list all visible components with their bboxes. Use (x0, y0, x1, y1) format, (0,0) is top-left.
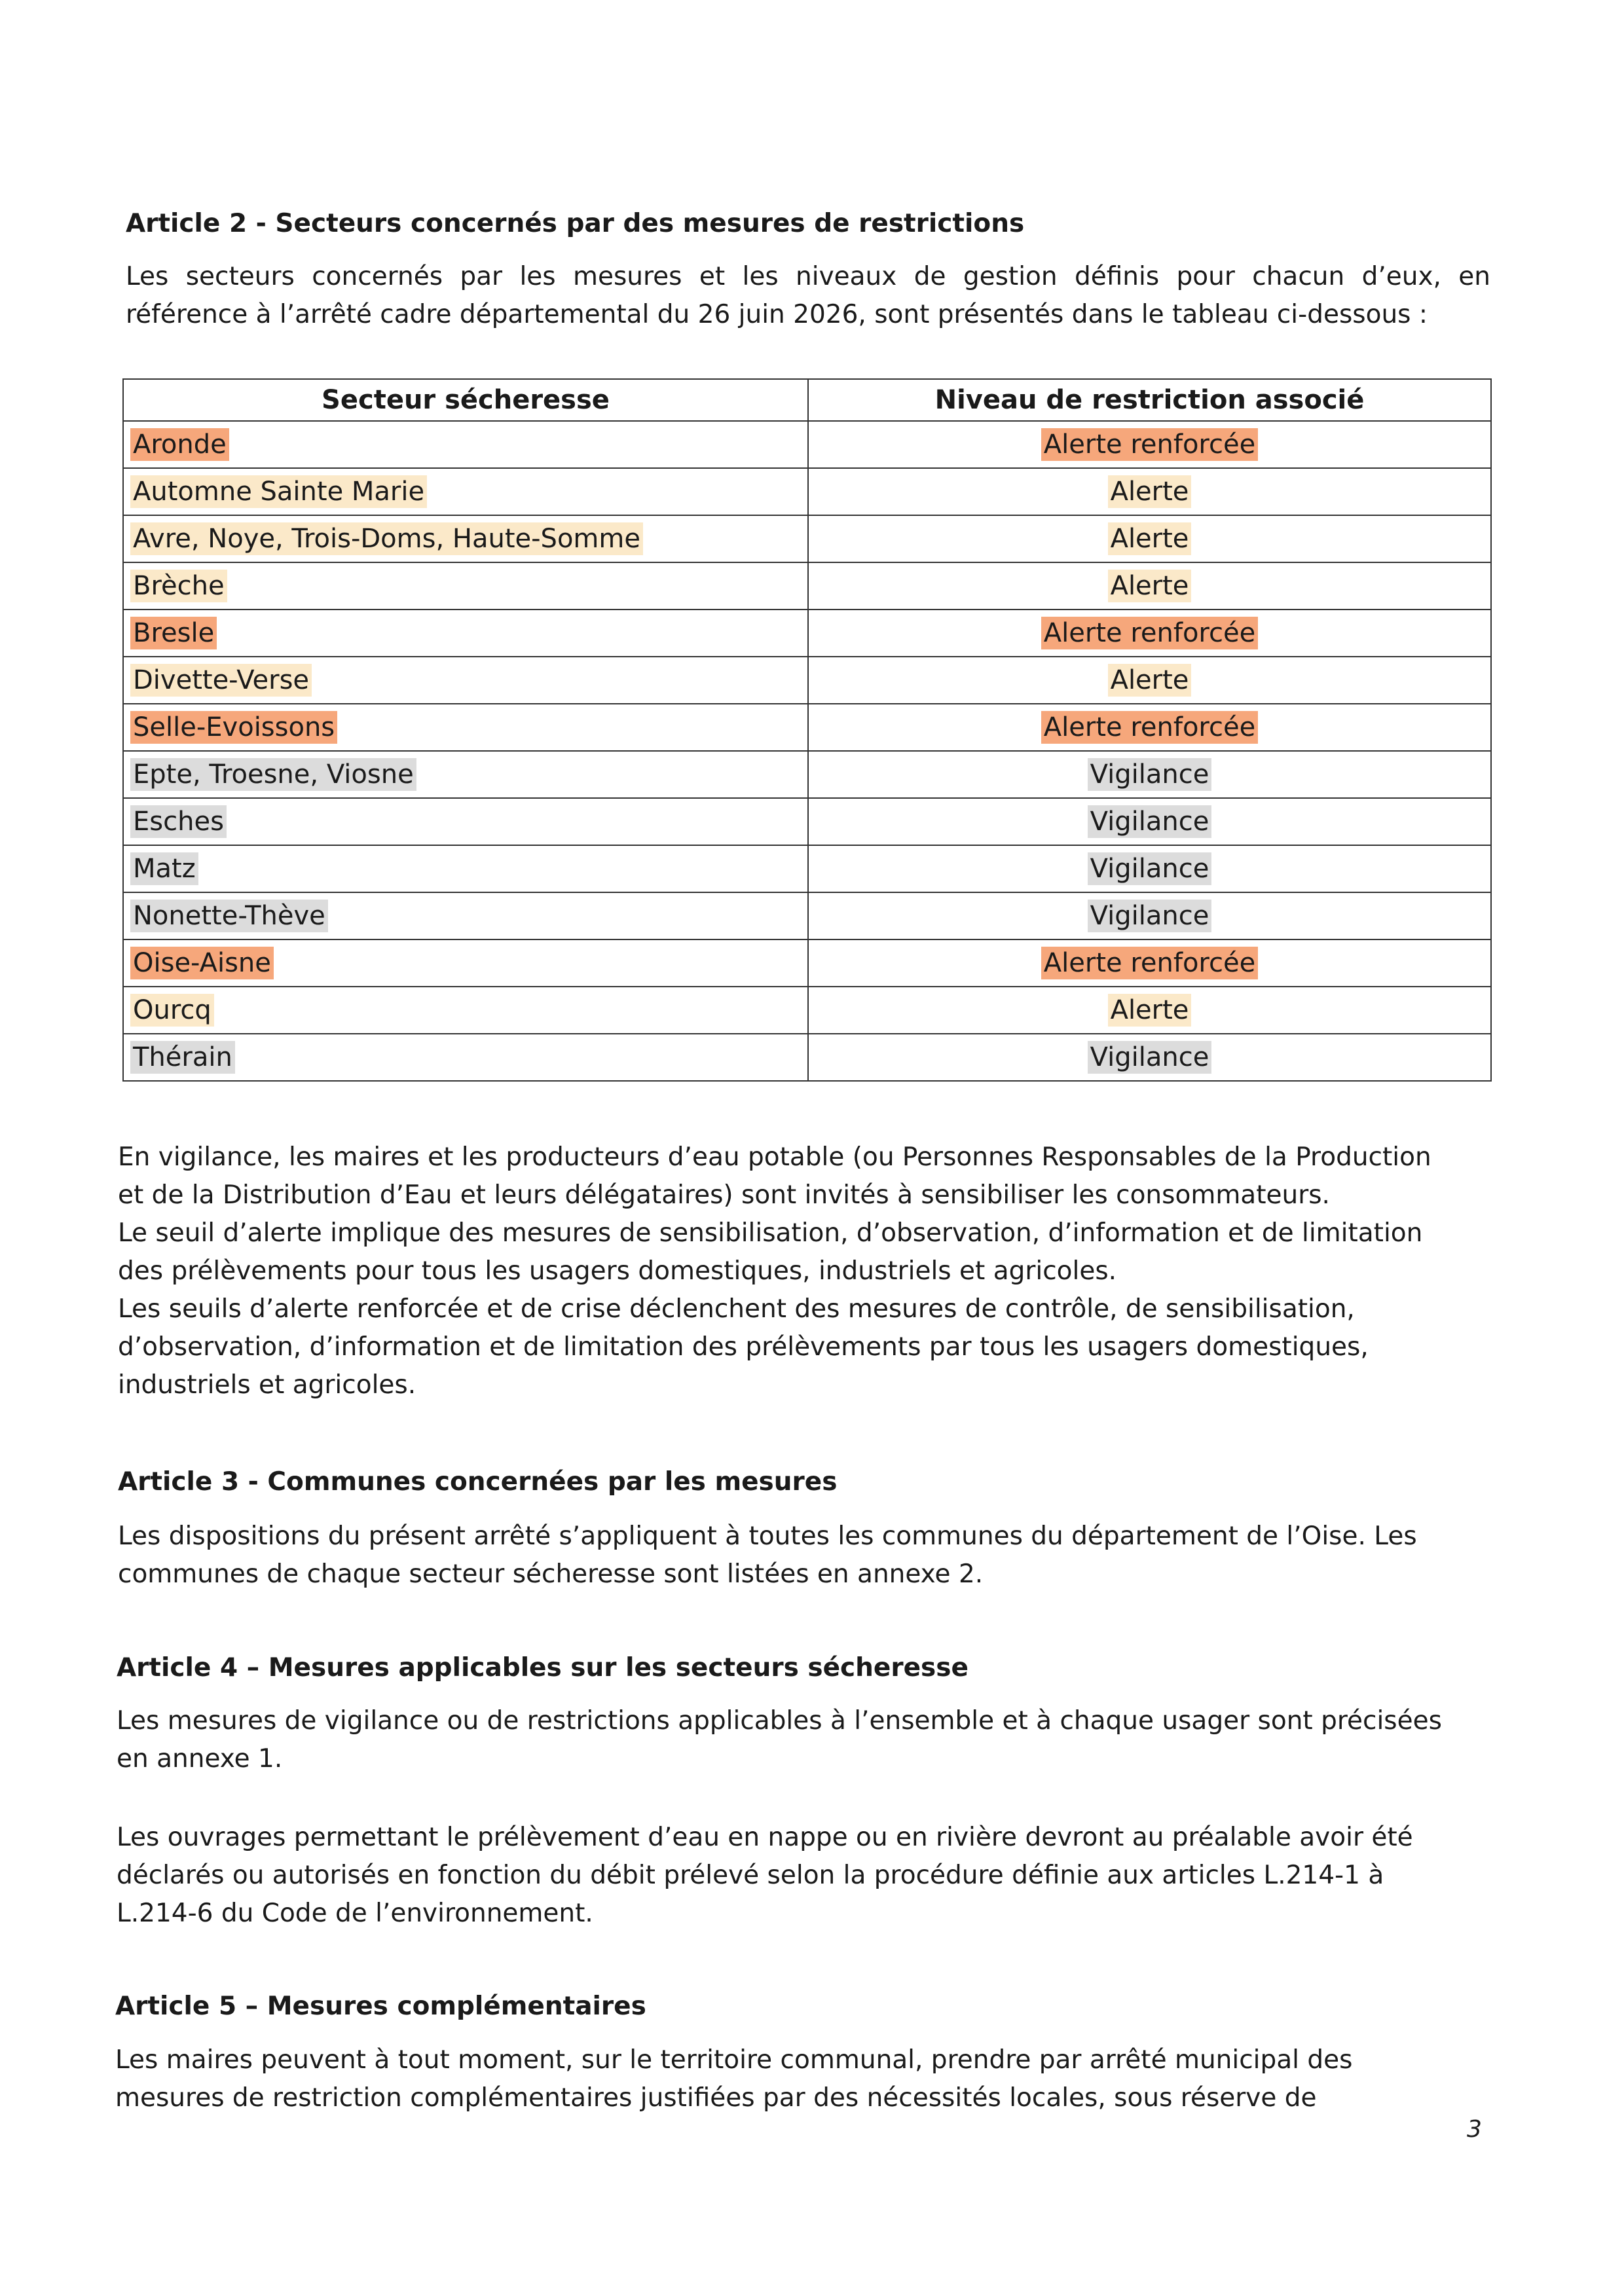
table-row (123, 939, 1491, 987)
text-line: mesures de restriction complémentaires justifiées par des nécessités locales, sous réserve de (115, 2083, 1317, 2113)
sector-cell (123, 892, 808, 939)
restriction-level: Vigilance (1088, 852, 1212, 885)
table-row (123, 657, 1491, 704)
text-line: Les maires peuvent à tout moment, sur le territoire communal, prendre par arrêté municipal des (115, 2045, 1353, 2075)
sector-cell (123, 845, 808, 892)
article-4-heading: Article 4 – Mesures applicables sur les secteurs sécheresse (117, 1653, 969, 1683)
sector-cell (123, 421, 808, 468)
table-row (123, 704, 1491, 751)
table-row (123, 610, 1491, 657)
text-line: industriels et agricoles. (118, 1370, 416, 1400)
article-4-text-1 (117, 1702, 1485, 1778)
restriction-level: Vigilance (1088, 900, 1212, 932)
text-line: d’observation, d’information et de limitation des prélèvements par tous les usagers domestiques, (118, 1332, 1369, 1362)
text-line: Les ouvrages permettant le prélèvement d’eau en nappe ou en rivière devront au préalable avoir été (117, 1823, 1413, 1852)
table-row (123, 515, 1491, 562)
level-cell (808, 704, 1491, 751)
text-line: Les mesures de vigilance ou de restrictions applicables à l’ensemble et à chaque usager sont précisées (117, 1706, 1442, 1736)
level-cell (808, 421, 1491, 468)
sector-cell (123, 515, 808, 562)
sector-cell (123, 562, 808, 610)
restriction-level: Alerte renforcée (1041, 711, 1258, 744)
text-line: communes de chaque secteur sécheresse sont listées en annexe 2. (118, 1559, 984, 1589)
text-line: Les dispositions du présent arrêté s’appliquent à toutes les communes du département de l’Oise. Les (118, 1522, 1417, 1551)
level-cell (808, 798, 1491, 845)
page-number: 3 (1467, 2116, 1482, 2143)
restriction-level: Alerte (1108, 570, 1192, 602)
level-cell (808, 1034, 1491, 1081)
table-body (123, 421, 1491, 1081)
level-cell (808, 845, 1491, 892)
level-cell (808, 987, 1491, 1034)
sector-name: Esches (130, 805, 227, 838)
level-cell (808, 892, 1491, 939)
text-line: des prélèvements pour tous les usagers domestiques, industriels et agricoles. (118, 1256, 1117, 1286)
table-row (123, 892, 1491, 939)
article-5-heading: Article 5 – Mesures complémentaires (115, 1992, 646, 2021)
sector-cell (123, 610, 808, 657)
sector-name: Oise-Aisne (130, 947, 274, 979)
text-line: en annexe 1. (117, 1744, 283, 1774)
column-header-sector: Secteur sécheresse (123, 379, 808, 421)
article-3-heading: Article 3 - Communes concernées par les mesures (118, 1467, 838, 1497)
sector-name: Brèche (130, 570, 227, 602)
text-line: En vigilance, les maires et les producteurs d’eau potable (ou Personnes Responsables de la Production (118, 1142, 1431, 1172)
sector-cell (123, 468, 808, 515)
sector-name: Aronde (130, 428, 229, 461)
text-line: référence à l’arrêté cadre départemental du 26 juin 2026, sont présentés dans le tableau ci-dessous : (126, 300, 1428, 329)
text-line: Les secteurs concernés par les mesures et les niveaux de gestion définis pour chacun d’eux, en (126, 262, 1490, 291)
article-2-heading: Article 2 - Secteurs concernés par des mesures de restrictions (126, 209, 1025, 238)
column-header-level: Niveau de restriction associé (808, 379, 1491, 421)
level-cell (808, 657, 1491, 704)
restriction-level: Alerte (1108, 475, 1192, 508)
sector-name: Avre, Noye, Trois-Doms, Haute-Somme (130, 522, 643, 555)
sector-name: Matz (130, 852, 198, 885)
sector-name: Nonette-Thève (130, 900, 328, 932)
table-row (123, 1034, 1491, 1081)
sector-name: Bresle (130, 617, 217, 649)
sector-cell (123, 939, 808, 987)
sector-name: Automne Sainte Marie (130, 475, 427, 508)
sector-cell (123, 798, 808, 845)
sector-name: Epte, Troesne, Viosne (130, 758, 416, 791)
sector-cell (123, 987, 808, 1034)
level-cell (808, 751, 1491, 798)
table-row (123, 987, 1491, 1034)
article-2-intro (126, 258, 1490, 334)
table-row (123, 468, 1491, 515)
text-line: et de la Distribution d’Eau et leurs délégataires) sont invités à sensibiliser les consommateurs. (118, 1180, 1330, 1210)
restriction-level: Alerte renforcée (1041, 947, 1258, 979)
table-row (123, 751, 1491, 798)
article-3-text (118, 1518, 1486, 1594)
sector-name: Selle-Evoissons (130, 711, 337, 744)
sector-cell (123, 657, 808, 704)
restriction-level: Vigilance (1088, 805, 1212, 838)
sector-cell (123, 751, 808, 798)
text-line: L.214-6 du Code de l’environnement. (117, 1899, 593, 1928)
level-cell (808, 468, 1491, 515)
level-cell (808, 939, 1491, 987)
sector-cell (123, 704, 808, 751)
restriction-level: Alerte (1108, 994, 1192, 1027)
restriction-level: Alerte renforcée (1041, 428, 1258, 461)
table-row (123, 562, 1491, 610)
text-line: déclarés ou autorisés en fonction du débit prélevé selon la procédure définie aux articles L.214-1 à (117, 1861, 1384, 1890)
table-row (123, 845, 1491, 892)
restriction-level: Vigilance (1088, 1041, 1212, 1074)
restriction-level: Alerte (1108, 522, 1192, 555)
table-row (123, 798, 1491, 845)
sector-name: Ourcq (130, 994, 214, 1027)
restriction-level: Alerte (1108, 664, 1192, 697)
levels-explanation (118, 1139, 1486, 1404)
article-5-text (115, 2041, 1485, 2117)
restriction-table (122, 378, 1492, 1082)
sector-name: Thérain (130, 1041, 235, 1074)
table-header-row (123, 379, 1491, 421)
article-4-text-2 (117, 1819, 1485, 1933)
level-cell (808, 515, 1491, 562)
level-cell (808, 610, 1491, 657)
restriction-level: Vigilance (1088, 758, 1212, 791)
text-line: Les seuils d’alerte renforcée et de crise déclenchent des mesures de contrôle, de sensibilisation, (118, 1294, 1355, 1324)
sector-name: Divette-Verse (130, 664, 312, 697)
sector-cell (123, 1034, 808, 1081)
table-row (123, 421, 1491, 468)
level-cell (808, 562, 1491, 610)
restriction-level: Alerte renforcée (1041, 617, 1258, 649)
text-line: Le seuil d’alerte implique des mesures de sensibilisation, d’observation, d’information et de limitation (118, 1218, 1423, 1248)
